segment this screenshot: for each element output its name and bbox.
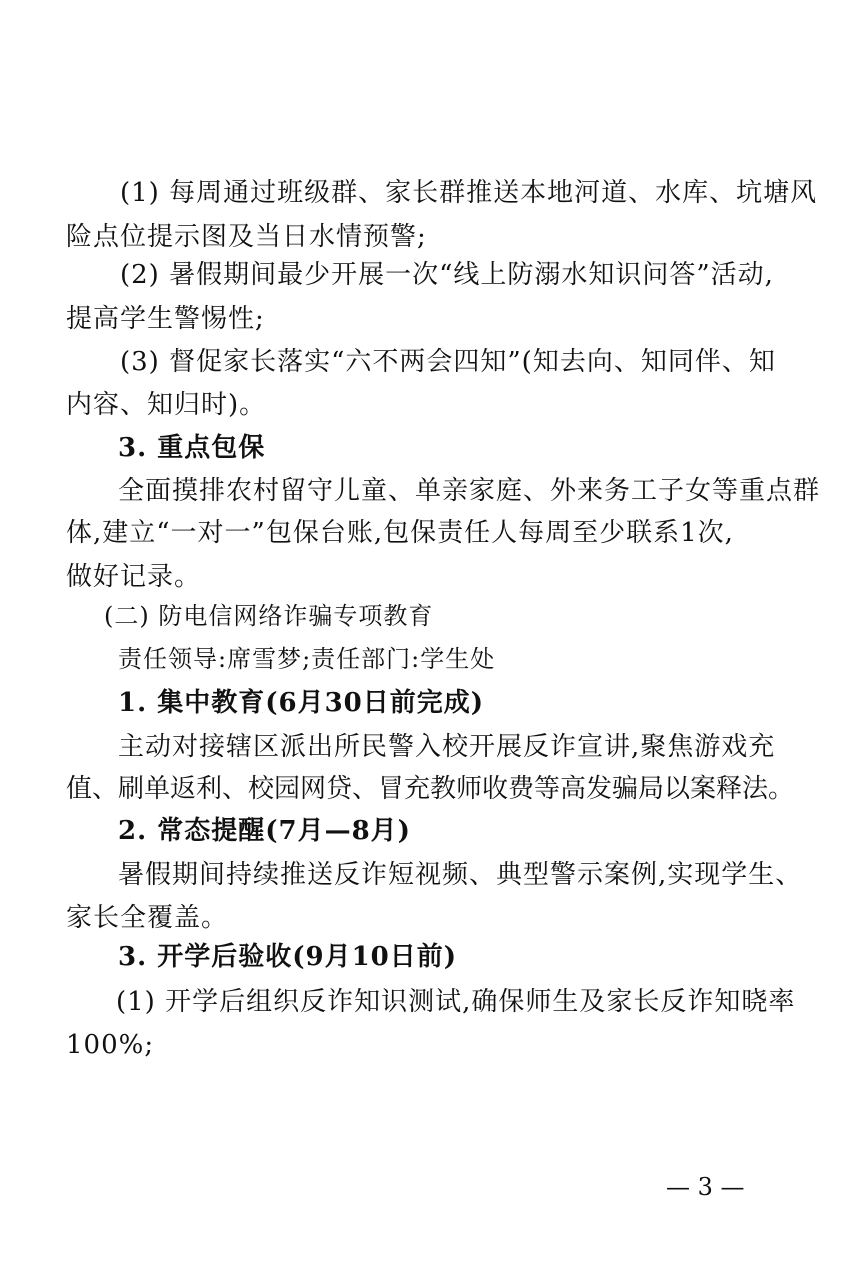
responsibility-line: 责任领导:席雪梦;责任部门:学生处: [118, 645, 496, 673]
item-3-line-2: 内容、知归时)。: [66, 390, 267, 420]
heading-focus-education: 1. 集中教育(6月30日前完成): [118, 688, 485, 718]
item-1-line-2: 险点位提示图及当日水情预警;: [66, 222, 427, 252]
section-two-title: (二) 防电信网络诈骗专项教育: [104, 602, 434, 630]
item-2-line-1: (2) 暑假期间最少开展一次“线上防溺水知识问答”活动,: [120, 260, 774, 290]
heading-key-guarantee: 3. 重点包保: [118, 433, 266, 463]
key-guarantee-line-1: 全面摸排农村留守儿童、单亲家庭、外来务工子女等重点群: [118, 476, 821, 506]
heading-regular-reminder: 2. 常态提醒(7月—8月): [118, 816, 411, 846]
focus-education-line-1: 主动对接辖区派出所民警入校开展反诈宣讲,聚焦游戏充: [118, 732, 776, 762]
focus-education-line-2: 值、刷单返利、校园网贷、冒充教师收费等高发骗局以案释法。: [66, 774, 795, 804]
regular-reminder-line-2: 家长全覆盖。: [66, 903, 229, 933]
item-3-line-1: (3) 督促家长落实“六不两会四知”(知去向、知同伴、知: [120, 347, 776, 377]
item-2-line-2: 提高学生警惕性;: [66, 304, 265, 334]
item-1-line-1: (1) 每周通过班级群、家长群推送本地河道、水库、坑塘风: [120, 178, 818, 208]
acceptance-line-1: (1) 开学后组织反诈知识测试,确保师生及家长反诈知晓率: [116, 987, 796, 1017]
key-guarantee-line-2: 体,建立“一对一”包保台账,包保责任人每周至少联系1次,: [66, 518, 734, 548]
regular-reminder-line-1: 暑假期间持续推送反诈短视频、典型警示案例,实现学生、: [118, 860, 803, 890]
heading-acceptance: 3. 开学后验收(9月10日前): [118, 942, 458, 972]
acceptance-line-2: 100%;: [66, 1030, 155, 1060]
key-guarantee-line-3: 做好记录。: [66, 562, 202, 592]
page-number: — 3 —: [666, 1173, 745, 1201]
